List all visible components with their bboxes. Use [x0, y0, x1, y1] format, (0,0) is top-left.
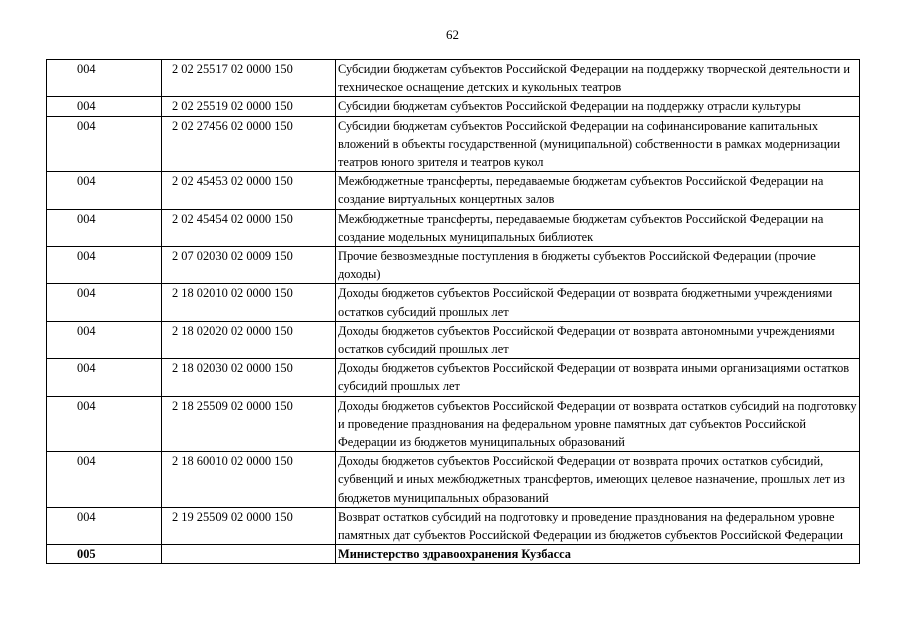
- budget-code-cell: [162, 545, 336, 564]
- budget-code-cell: 2 18 25509 02 0000 150: [162, 396, 336, 452]
- budget-classification-table: [46, 59, 860, 564]
- table-row: [47, 359, 860, 396]
- table-body: [47, 60, 860, 564]
- budget-code-cell: 2 18 02020 02 0000 150: [162, 321, 336, 358]
- admin-code-cell: 004: [47, 172, 162, 209]
- income-name-cell: Субсидии бюджетам субъектов Российской Федерации на поддержку творческой деятельности и техническое оснащение детских и кукольных театров: [336, 60, 860, 97]
- budget-code-cell: 2 18 02030 02 0000 150: [162, 359, 336, 396]
- income-name-cell: Доходы бюджетов субъектов Российской Федерации от возврата остатков субсидий на подготовку и проведение празднования на федеральном уровне памятных дат субъектов Российской Федерации из бюджетов муниципальных образований: [336, 396, 860, 452]
- income-name-cell: Доходы бюджетов субъектов Российской Федерации от возврата автономными учреждениями остатков субсидий прошлых лет: [336, 321, 860, 358]
- page-number: 62: [446, 27, 459, 42]
- admin-code-cell: 004: [47, 284, 162, 321]
- income-name-cell: Доходы бюджетов субъектов Российской Федерации от возврата иными организациями остатков субсидий прошлых лет: [336, 359, 860, 396]
- admin-code-cell: 004: [47, 247, 162, 284]
- income-name-cell: Межбюджетные трансферты, передаваемые бюджетам субъектов Российской Федерации на создание виртуальных концертных залов: [336, 172, 860, 209]
- budget-code-cell: 2 19 25509 02 0000 150: [162, 507, 336, 544]
- budget-code-cell: 2 18 02010 02 0000 150: [162, 284, 336, 321]
- income-name-cell: Межбюджетные трансферты, передаваемые бюджетам субъектов Российской Федерации на создание модельных муниципальных библиотек: [336, 209, 860, 246]
- table-row: [47, 116, 860, 172]
- income-name-cell: Прочие безвозмездные поступления в бюджеты субъектов Российской Федерации (прочие доходы): [336, 247, 860, 284]
- budget-code-cell: 2 02 25517 02 0000 150: [162, 60, 336, 97]
- budget-code-cell: 2 02 25519 02 0000 150: [162, 97, 336, 116]
- income-name-cell: Доходы бюджетов субъектов Российской Федерации от возврата бюджетными учреждениями остатков субсидий прошлых лет: [336, 284, 860, 321]
- admin-code-cell: 004: [47, 97, 162, 116]
- table-row: [47, 507, 860, 544]
- budget-code-cell: 2 02 45453 02 0000 150: [162, 172, 336, 209]
- budget-code-cell: 2 07 02030 02 0009 150: [162, 247, 336, 284]
- admin-code-cell: 004: [47, 60, 162, 97]
- income-name-cell: Субсидии бюджетам субъектов Российской Федерации на поддержку отрасли культуры: [336, 97, 860, 116]
- budget-code-cell: 2 02 45454 02 0000 150: [162, 209, 336, 246]
- table-row: [47, 97, 860, 116]
- admin-code-cell: 004: [47, 321, 162, 358]
- admin-code-cell: 004: [47, 452, 162, 508]
- table-row: [47, 452, 860, 508]
- income-name-cell: Возврат остатков субсидий на подготовку и проведение празднования на федеральном уровне памятных дат субъектов Российской Федерации из бюджетов субъектов Российской Федерации: [336, 507, 860, 544]
- table-row: [47, 545, 860, 564]
- admin-code-cell: 004: [47, 396, 162, 452]
- table-row: [47, 209, 860, 246]
- table-row: [47, 172, 860, 209]
- table-row: [47, 60, 860, 97]
- table-row: [47, 247, 860, 284]
- budget-code-cell: 2 02 27456 02 0000 150: [162, 116, 336, 172]
- admin-code-cell: 004: [47, 116, 162, 172]
- admin-code-cell: 005: [47, 545, 162, 564]
- admin-code-cell: 004: [47, 359, 162, 396]
- income-name-cell: Доходы бюджетов субъектов Российской Федерации от возврата прочих остатков субсидий, субвенций и иных межбюджетных трансфертов, имеющих целевое назначение, прошлых лет из бюджетов муниципальных образований: [336, 452, 860, 508]
- income-name-cell: Субсидии бюджетам субъектов Российской Федерации на софинансирование капитальных вложений в объекты государственной (муниципальной) собственности в рамках модернизации театров юного зрителя и театров кукол: [336, 116, 860, 172]
- table-row: [47, 321, 860, 358]
- admin-code-cell: 004: [47, 507, 162, 544]
- table-row: [47, 396, 860, 452]
- income-name-cell: Министерство здравоохранения Кузбасса: [336, 545, 860, 564]
- admin-code-cell: 004: [47, 209, 162, 246]
- table-row: [47, 284, 860, 321]
- budget-code-cell: 2 18 60010 02 0000 150: [162, 452, 336, 508]
